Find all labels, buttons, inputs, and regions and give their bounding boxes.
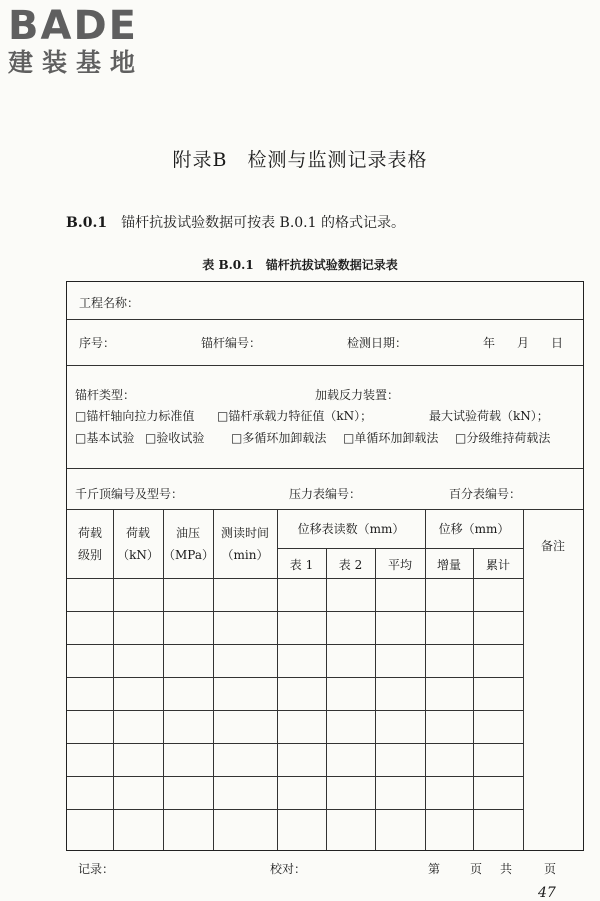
column-divider: [326, 548, 327, 850]
header-gauge-readings: 位移表读数（mm）: [297, 522, 405, 536]
row-divider: [67, 468, 583, 469]
max-test-load-label: 最大试验荷载（kN）；: [429, 409, 549, 423]
row-divider: [67, 578, 523, 579]
subheader-divider: [277, 548, 523, 549]
row-divider: [67, 319, 583, 320]
header-gauge-2: 表 2: [338, 558, 363, 572]
row-divider: [67, 809, 523, 810]
checkbox-single-cycle-loading[interactable]: □单循环加卸载法: [343, 431, 439, 445]
row-divider: [67, 644, 523, 645]
row-divider: [67, 677, 523, 678]
logo-text: BADE: [8, 3, 138, 49]
anchor-type-label: 锚杆类型：: [75, 388, 136, 402]
serial-no-label: 序号：: [79, 336, 116, 350]
anchor-test-record-table: [66, 281, 584, 851]
year-label: 年: [483, 336, 496, 350]
table-caption-title: 锚杆抗拔试验数据记录表: [265, 258, 398, 272]
table-caption-number: 表 B.0.1: [202, 258, 254, 272]
reaction-device-label: 加载反力装置：: [315, 388, 400, 402]
row-divider: [67, 710, 523, 711]
column-divider: [523, 509, 524, 850]
header-displacement: 位移（mm）: [438, 522, 510, 536]
recorder-label: 记录：: [78, 862, 115, 876]
page-no-label: 第: [428, 862, 441, 876]
header-average: 平均: [387, 558, 412, 572]
header-reading-time: 测读时间 （min）: [220, 526, 269, 562]
header-cumulative: 累计: [485, 558, 510, 572]
header-increment: 增量: [436, 558, 461, 572]
row-divider: [67, 509, 583, 510]
header-gauge-1: 表 1: [289, 558, 314, 572]
page-number: 47: [538, 885, 556, 901]
row-divider: [67, 743, 523, 744]
checkbox-multi-cycle-loading[interactable]: □多循环加卸载法: [231, 431, 327, 445]
gauge-no-label: 压力表编号：: [289, 487, 362, 501]
dial-no-label: 百分表编号：: [449, 487, 522, 501]
anchor-no-label: 锚杆编号：: [201, 336, 262, 350]
checkbox-acceptance-test[interactable]: □验收试验: [145, 431, 205, 445]
checkbox-basic-test[interactable]: □基本试验: [75, 431, 135, 445]
total-page-label: 页: [544, 862, 557, 876]
checkbox-stepwise-sustained-loading[interactable]: □分级维持荷载法: [455, 431, 551, 445]
column-divider: [375, 548, 376, 850]
checkbox-axial-tension-standard[interactable]: □锚杆轴向拉力标准值: [75, 409, 195, 423]
page-label: 页: [470, 862, 483, 876]
appendix-heading: 附录B 检测与监测记录表格: [172, 149, 428, 171]
day-label: 日: [551, 336, 564, 350]
total-label: 共: [500, 862, 513, 876]
checkbox-bearing-capacity-characteristic[interactable]: □锚杆承载力特征值（kN）；: [217, 409, 373, 423]
row-divider: [67, 365, 583, 366]
row-divider: [67, 611, 523, 612]
row-divider: [67, 776, 523, 777]
clause-number: B.0.1: [66, 215, 108, 231]
column-divider: [473, 548, 474, 850]
header-remarks: 备注: [540, 539, 565, 553]
month-label: 月: [517, 336, 530, 350]
header-oil-pressure: 油压 （MPa）: [163, 526, 214, 562]
table-caption: [0, 256, 600, 273]
header-load-kn: 荷载 （kN）: [117, 526, 159, 562]
project-name-label: 工程名称：: [79, 296, 140, 310]
checker-label: 校对：: [270, 862, 307, 876]
clause-text: 锚杆抗拔试验数据可按表 B.0.1 的格式记录。: [121, 215, 405, 231]
header-load-level: 荷载 级别: [77, 526, 102, 562]
clause-paragraph: [66, 212, 405, 232]
logo-subtitle: 建装基地: [8, 48, 145, 77]
jack-no-label: 千斤顶编号及型号：: [75, 487, 184, 501]
test-date-label: 检测日期：: [347, 336, 408, 350]
logo: [8, 4, 178, 78]
